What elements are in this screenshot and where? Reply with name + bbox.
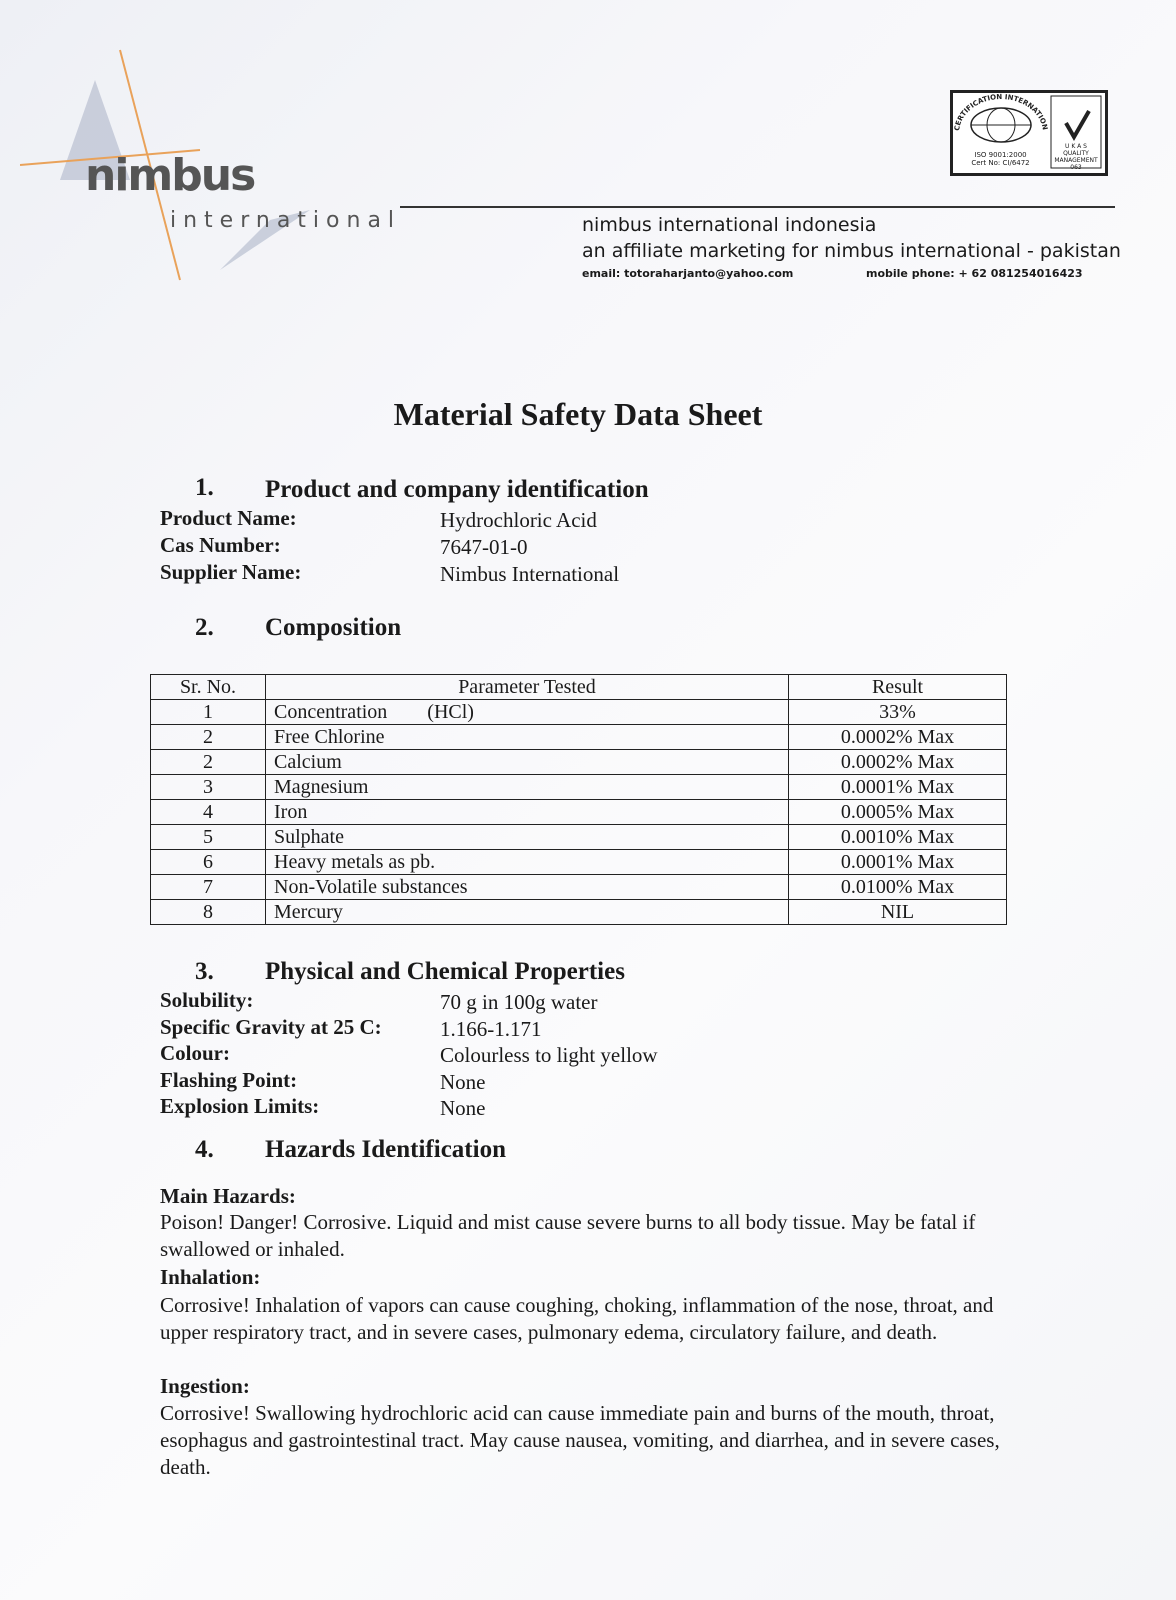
- parameter-cell: Non-Volatile substances: [266, 875, 789, 900]
- affiliate-line: an affiliate marketing for nimbus international - pakistan: [582, 240, 1121, 262]
- section-2-number: 2.: [195, 614, 214, 641]
- field-label: Colour:: [160, 1041, 230, 1065]
- column-header: Result: [789, 675, 1007, 700]
- ukas-sub: QUALITY MANAGEMENT: [1054, 150, 1098, 164]
- field-value: None: [440, 1096, 486, 1120]
- company-name: nimbus international indonesia: [582, 214, 877, 236]
- result-cell: 0.0002% Max: [789, 750, 1007, 775]
- parameter-cell: Sulphate: [266, 825, 789, 850]
- parameter-cell: Iron: [266, 800, 789, 825]
- sr-no-cell: 1: [151, 700, 266, 725]
- sr-no-cell: 3: [151, 775, 266, 800]
- certification-badge: [950, 90, 1108, 176]
- table-row: [151, 750, 1007, 775]
- result-cell: 0.0010% Max: [789, 825, 1007, 850]
- section-3-heading: Physical and Chemical Properties: [265, 958, 625, 985]
- field-label: Product Name:: [160, 506, 297, 530]
- field-value: 1.166-1.171: [440, 1016, 542, 1041]
- main-hazards-label: Main Hazards:: [160, 1184, 296, 1208]
- table-row: [151, 850, 1007, 875]
- inhalation-label: Inhalation:: [160, 1265, 261, 1289]
- field-value: Nimbus International: [440, 562, 620, 586]
- inhalation-text: Corrosive! Inhalation of vapors can cause coughing, choking, inflammation of the nose, throat, and upper respiratory tract, and in severe cases, pulmonary edema, circulatory failure, and death.: [160, 1293, 994, 1344]
- cert-ring: CERTIFICATION INTERNATION: [953, 93, 1049, 132]
- sr-no-cell: 5: [151, 825, 266, 850]
- field-value: Colourless to light yellow: [440, 1043, 658, 1067]
- result-cell: 0.0002% Max: [789, 725, 1007, 750]
- section-3-number: 3.: [195, 958, 214, 985]
- field-value: 7647-01-0: [440, 535, 528, 559]
- parameter-cell: Calcium: [266, 750, 789, 775]
- column-header: Parameter Tested: [266, 675, 789, 700]
- phone: mobile phone: + 62 081254016423: [866, 267, 1083, 280]
- main-hazards-text: Poison! Danger! Corrosive. Liquid and mist cause severe burns to all body tissue. May be fatal if swallowed or inhaled.: [160, 1210, 976, 1261]
- column-header: Sr. No.: [151, 675, 266, 700]
- sr-no-cell: 4: [151, 800, 266, 825]
- result-cell: 0.0001% Max: [789, 850, 1007, 875]
- ingestion-label: Ingestion:: [160, 1374, 250, 1398]
- table-row: [151, 800, 1007, 825]
- logo-wordmark: nimbus: [85, 150, 255, 201]
- sr-no-cell: 2: [151, 750, 266, 775]
- parameter-cell: Mercury: [266, 900, 789, 925]
- logo-subtitle: international: [170, 208, 402, 233]
- table-row: [151, 725, 1007, 750]
- cert-number: Cert No: CI/6472: [971, 159, 1030, 167]
- ukas-label: U K A S: [1065, 143, 1087, 150]
- field-label: Solubility:: [160, 988, 254, 1012]
- sr-no-cell: 7: [151, 875, 266, 900]
- sr-no-cell: 2: [151, 725, 266, 750]
- parameter-cell: Magnesium: [266, 775, 789, 800]
- parameter-cell: Free Chlorine: [266, 725, 789, 750]
- field-label: Flashing Point:: [160, 1067, 298, 1092]
- table-row: [151, 700, 1007, 725]
- cert-ring-text: [953, 93, 1049, 131]
- field-label: Explosion Limits:: [160, 1094, 320, 1118]
- table-row: [151, 825, 1007, 850]
- result-cell: 0.0005% Max: [789, 800, 1007, 825]
- sr-no-cell: 6: [151, 850, 266, 875]
- table-row: [151, 875, 1007, 900]
- field-value: None: [440, 1069, 486, 1094]
- table-row: [151, 775, 1007, 800]
- field-value: 70 g in 100g water: [440, 990, 598, 1014]
- email: email: totoraharjanto@yahoo.com: [582, 267, 794, 280]
- header-divider: [400, 206, 1115, 208]
- document-title: Material Safety Data Sheet: [393, 396, 763, 432]
- result-cell: NIL: [789, 900, 1007, 925]
- section-1-number: 1.: [195, 474, 214, 501]
- field-label: Supplier Name:: [160, 560, 302, 584]
- section-4-heading: Hazards Identification: [265, 1136, 506, 1163]
- ukas-number: 063: [1070, 164, 1082, 171]
- section-1-heading: Product and company identification: [265, 476, 649, 503]
- field-value: Hydrochloric Acid: [440, 508, 597, 532]
- ingestion-text: Corrosive! Swallowing hydrochloric acid can cause immediate pain and burns of the mouth, throat, esophagus and gastrointestinal tract. May cause nausea, vomiting, and diarrhea, and in severe cases, death.: [160, 1401, 1000, 1479]
- table-row: [151, 900, 1007, 925]
- field-label: Cas Number:: [160, 533, 281, 557]
- table-header-row: [151, 675, 1007, 700]
- field-label: Specific Gravity at 25 C:: [160, 1014, 382, 1039]
- composition-table: [150, 674, 1007, 925]
- cert-iso: ISO 9001:2000: [974, 151, 1027, 159]
- parameter-cell: Heavy metals as pb.: [266, 850, 789, 875]
- result-cell: 0.0100% Max: [789, 875, 1007, 900]
- result-cell: 0.0001% Max: [789, 775, 1007, 800]
- result-cell: 33%: [789, 700, 1007, 725]
- sr-no-cell: 8: [151, 900, 266, 925]
- section-2-heading: Composition: [265, 614, 402, 641]
- parameter-cell: Concentration (HCl): [266, 700, 789, 725]
- section-4-number: 4.: [195, 1136, 214, 1163]
